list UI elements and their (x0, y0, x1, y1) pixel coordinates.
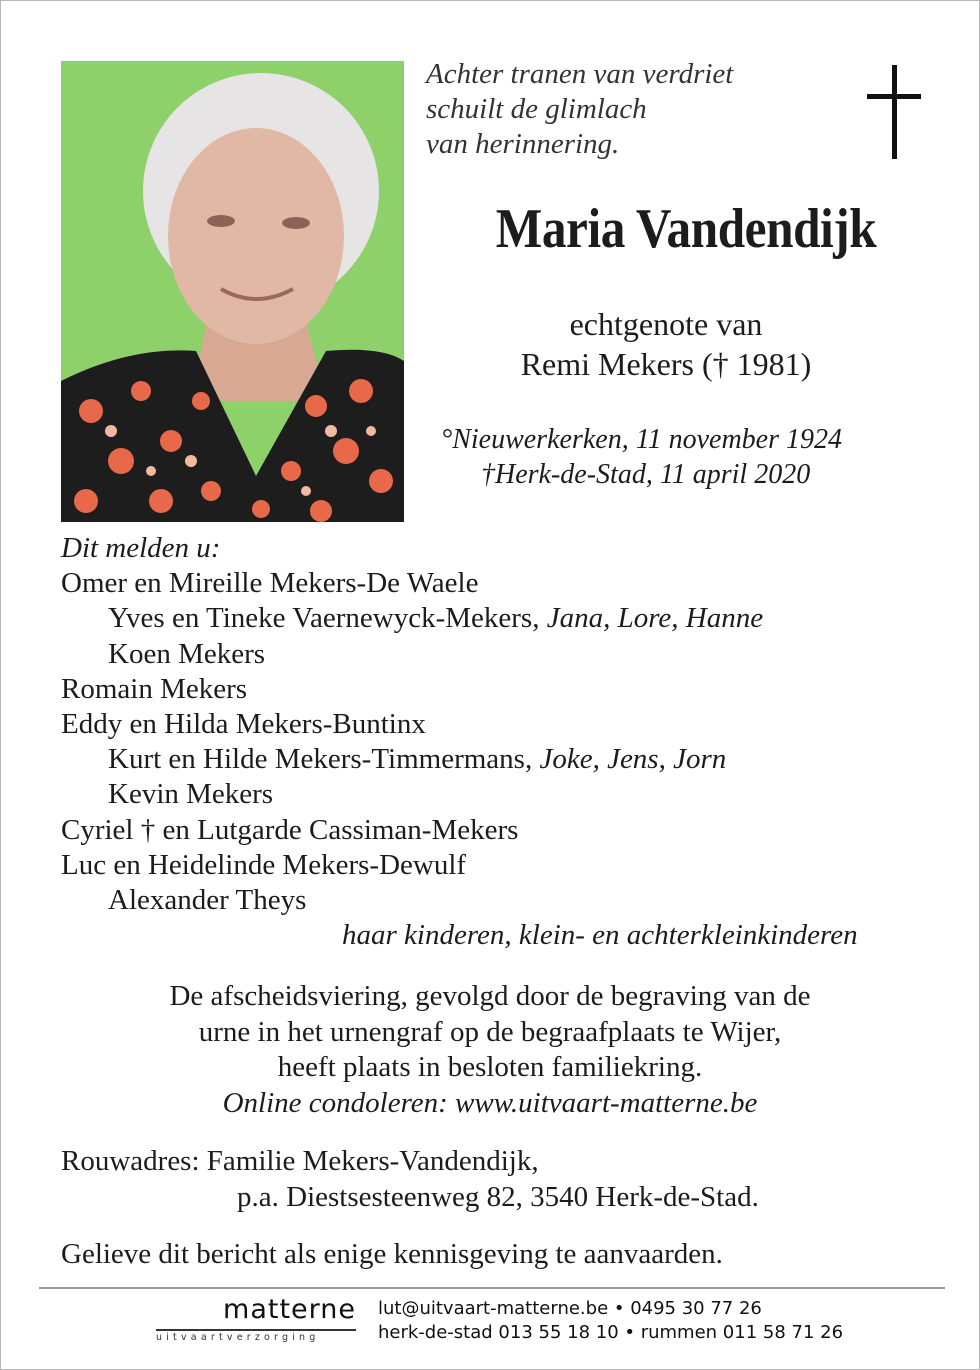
family-closing: haar kinderen, klein- en achterkleinkinderen (342, 919, 858, 952)
family-row: Luc en Heidelinde Mekers-Dewulf (61, 848, 467, 881)
family-row: Cyriel † en Lutgarde Cassiman-Mekers (61, 813, 519, 846)
poem-line: schuilt de glimlach (426, 93, 647, 125)
spouse-block (441, 304, 891, 384)
matterne-logo (156, 1294, 356, 1344)
family-row: Kurt en Hilde Mekers-Timmermans, Joke, Jens, Jorn (108, 743, 727, 776)
ceremony-line: heeft plaats in besloten familiekring. (277, 1051, 703, 1083)
family-row: Alexander Theys (108, 884, 307, 917)
family-row: Eddy en Hilda Mekers-Buntinx (61, 708, 426, 741)
address-line: Rouwadres: Familie Mekers-Vandendijk, (61, 1145, 539, 1177)
family-row: Koen Mekers (108, 637, 266, 670)
spouse-name: Remi Mekers († 1981) (520, 346, 812, 382)
family-list (61, 531, 858, 953)
poem-line: Achter tranen van verdriet (426, 58, 734, 90)
ceremony-line: urne in het urnengraf op de begraafplaats te Wijer, (198, 1015, 782, 1048)
mourning-address (61, 1144, 759, 1215)
cross-icon (867, 65, 921, 159)
footer-divider (39, 1287, 945, 1289)
online-condolence-link[interactable]: Online condoleren: www.uitvaart-matterne.be (222, 1086, 758, 1119)
deceased-name: Maria Vandendijk (495, 198, 877, 260)
family-intro: Dit melden u: (61, 532, 221, 564)
life-dates (441, 422, 842, 492)
contact-line: herk-de-stad 013 55 18 10 • rummen 011 58 71 26 (378, 1322, 844, 1343)
portrait-photo (61, 61, 404, 522)
family-row: Kevin Mekers (108, 778, 274, 811)
spouse-intro: echtgenote van (569, 306, 763, 342)
poem-line: van herinnering. (426, 128, 620, 160)
family-row: Romain Mekers (61, 672, 248, 705)
notice-text: Gelieve dit bericht als enige kennisgeving te aanvaarden. (61, 1238, 723, 1270)
family-row: Yves en Tineke Vaernewyck-Mekers, Jana, Lore, Hanne (108, 602, 764, 635)
death-date: †Herk-de-Stad, 11 april 2020 (481, 459, 811, 490)
contact-line[interactable]: lut@uitvaart-matterne.be • 0495 30 77 26 (378, 1298, 762, 1319)
logo-word: matterne (223, 1294, 356, 1325)
poem (426, 57, 733, 162)
logo-rule (156, 1329, 356, 1331)
birth-date: °Nieuwerkerken, 11 november 1924 (441, 424, 843, 455)
ceremony-info (1, 979, 979, 1121)
logo-subtitle: uitvaartverzorging (156, 1332, 320, 1343)
address-line: p.a. Diestsesteenweg 82, 3540 Herk-de-Stad. (237, 1180, 759, 1213)
contact-info (378, 1297, 843, 1345)
family-row: Omer en Mireille Mekers-De Waele (61, 567, 479, 600)
ceremony-line: De afscheidsviering, gevolgd door de begraving van de (169, 980, 811, 1012)
portrait-illustration (61, 61, 404, 522)
